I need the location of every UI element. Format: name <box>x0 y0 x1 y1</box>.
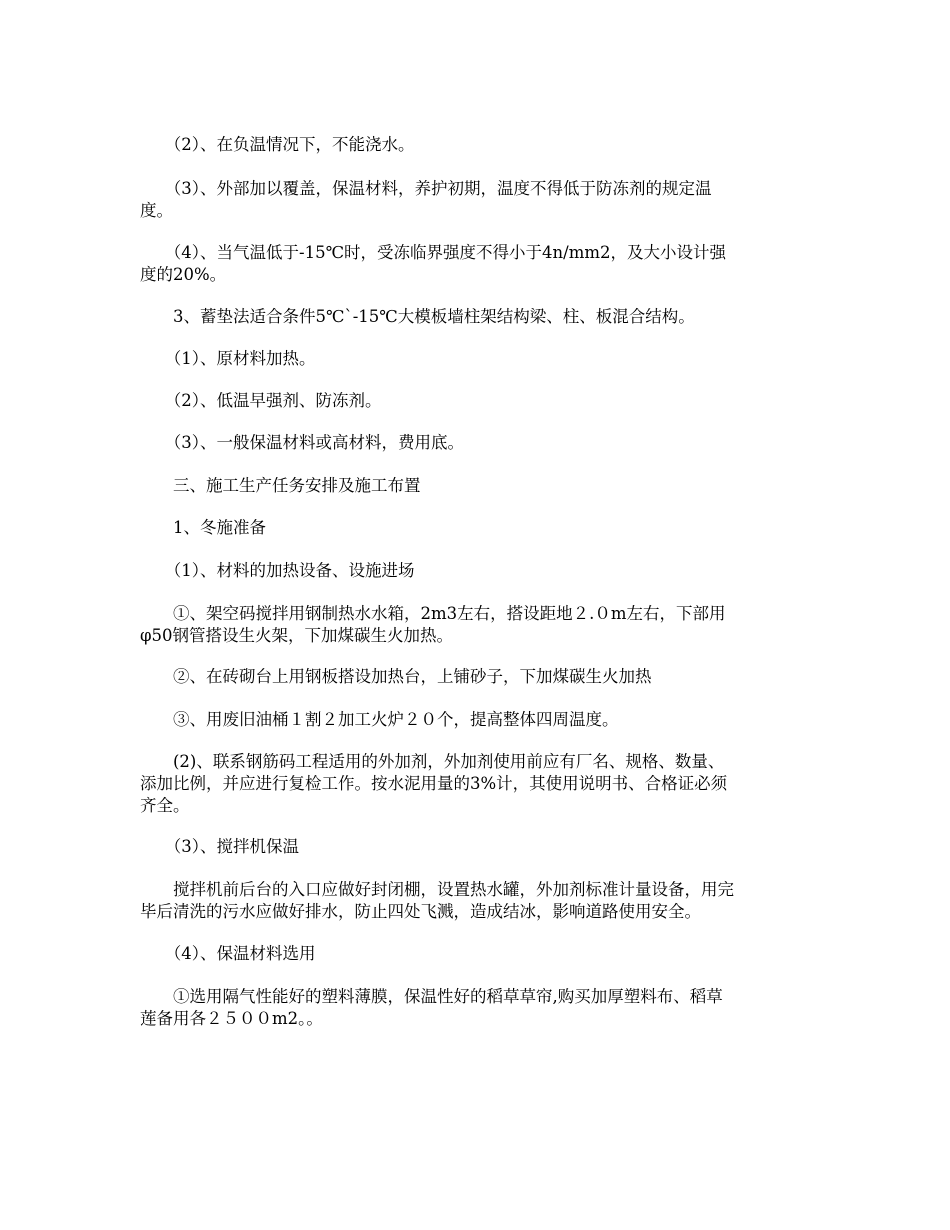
text-line: 莲备用各２５００m2。。 <box>140 1009 323 1028</box>
paragraph <box>140 879 812 923</box>
text-line: 度。 <box>140 201 173 220</box>
text-line: 毕后清洗的污水应做好排水，防止四处飞溅，造成结冰，影响道路使用安全。 <box>140 902 701 921</box>
text-line: ②、在砖砌台上用钢板搭设加热台，上铺砂子，下加煤碳生火加热 <box>140 667 652 686</box>
text-line: 齐全。 <box>140 796 190 815</box>
paragraph <box>140 178 812 222</box>
text-line: （3）、一般保温材料或高材料，费用底。 <box>140 433 464 452</box>
text-line: （2）、低温早强剂、防冻剂。 <box>140 391 382 410</box>
text-line: （4）、保温材料选用 <box>140 944 316 963</box>
paragraph <box>140 517 812 539</box>
text-line: 1、冬施准备 <box>140 518 266 537</box>
paragraph <box>140 475 812 497</box>
paragraph <box>140 306 812 328</box>
text-line: （4）、当气温低于-15℃时，受冻临界强度不得小于4n/mm2，及大小设计强 <box>140 243 726 262</box>
text-line: （2）、在负温情况下，不能浇水。 <box>140 135 415 154</box>
paragraph <box>140 560 812 582</box>
text-line: (2)、联系钢筋码工程适用的外加剂，外加剂使用前应有厂名、规格、数量、 <box>140 752 725 771</box>
paragraph <box>140 432 812 454</box>
paragraph <box>140 709 812 731</box>
text-line: 添加比例，并应进行复检工作。按水泥用量的3%计，其使用说明书、合格证必须 <box>140 774 728 793</box>
text-line: （1）、材料的加热设备、设施进场 <box>140 561 415 580</box>
paragraph <box>140 348 812 370</box>
paragraph <box>140 603 812 647</box>
paragraph <box>140 666 812 688</box>
paragraph <box>140 390 812 412</box>
paragraph <box>140 986 812 1030</box>
text-line: 三、施工生产任务安排及施工布置 <box>140 476 421 495</box>
text-line: ①选用隔气性能好的塑料薄膜，保温性好的稻草草帘,购买加厚塑料布、稻草 <box>140 987 723 1006</box>
text-line: （3）、外部加以覆盖，保温材料，养护初期，温度不得低于防冻剂的规定温 <box>140 179 712 198</box>
text-line: （3）、搅拌机保温 <box>140 837 299 856</box>
text-line: φ50钢管搭设生火架，下加煤碳生火加热。 <box>140 626 454 645</box>
paragraph <box>140 836 812 858</box>
text-line: 度的20%。 <box>140 265 227 284</box>
paragraph <box>140 751 812 817</box>
paragraph <box>140 242 812 286</box>
text-line: ①、架空码搅拌用钢制热水水箱，2m3左右，搭设距地２.０m左右，下部用 <box>140 604 726 623</box>
text-line: 3、蓄垫法适合条件5℃ˋ-15℃大模板墙柱架结构梁、柱、板混合结构。 <box>140 307 695 326</box>
text-line: 搅拌机前后台的入口应做好封闭棚，设置热水罐，外加剂标准计量设备，用完 <box>140 880 734 899</box>
paragraph <box>140 134 812 156</box>
paragraph <box>140 943 812 965</box>
text-line: （1）、原材料加热。 <box>140 349 316 368</box>
text-line: ③、用废旧油桶１割２加工火炉２０个，提高整体四周温度。 <box>140 710 619 729</box>
